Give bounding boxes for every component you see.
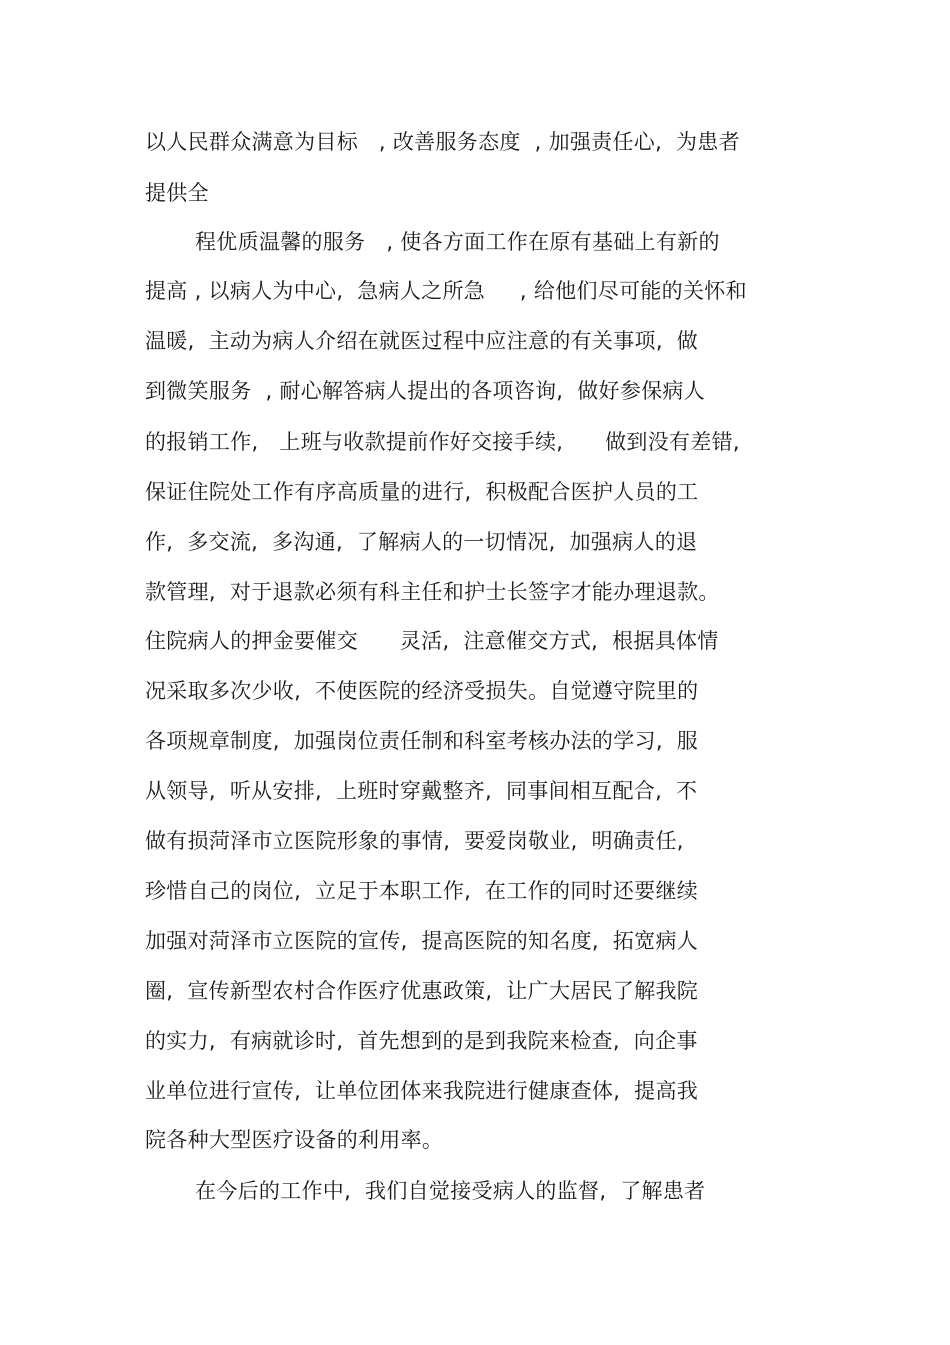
text-line: 院各种大型医疗设备的利用率。 bbox=[145, 1128, 444, 1152]
text-line: 珍惜自己的岗位, 立足于本职工作, 在工作的同时还要继续 bbox=[145, 879, 699, 903]
paragraph-start-line: 在今后的工作中, 我们自觉接受病人的监督, 了解患者 bbox=[195, 1179, 706, 1203]
text-line: 从领导, 听从安排, 上班时穿戴整齐, 同事间相互配合, 不 bbox=[145, 779, 698, 803]
text-line: 的报销工作, 上班与收款提前作好交接手续, 做到没有差错, bbox=[145, 430, 740, 454]
text-line: 提高 , 以病人为中心, 急病人之所急 , 给他们尽可能的关怀和 bbox=[145, 279, 747, 303]
text-line: 业单位进行宣传, 让单位团体来我院进行健康查体, 提高我 bbox=[145, 1079, 699, 1103]
text-line: 作, 多交流, 多沟通, 了解病人的一切情况, 加强病人的退 bbox=[145, 530, 698, 554]
text-line: 到微笑服务 , 耐心解答病人提出的各项咨询, 做好参保病人 bbox=[145, 379, 706, 403]
text-line: 温暖, 主动为病人介绍在就医过程中应注意的有关事项, 做 bbox=[145, 329, 699, 353]
text-line: 的实力, 有病就诊时, 首先想到的是到我院来检查, 向企事 bbox=[145, 1029, 698, 1053]
text-line: 加强对菏泽市立医院的宣传, 提高医院的知名度, 拓宽病人 bbox=[145, 929, 699, 953]
text-line: 住院病人的押金要催交 灵活, 注意催交方式, 根据具体情 bbox=[145, 629, 719, 653]
text-line: 款管理, 对于退款必须有科主任和护士长签字才能办理退款。 bbox=[145, 580, 720, 604]
text-line: 做有损菏泽市立医院形象的事情, 要爱岗敬业, 明确责任, bbox=[145, 829, 684, 853]
text-line: 况采取多次少收, 不使医院的经济受损失。自觉遵守院里的 bbox=[145, 679, 699, 703]
text-line: 圈, 宣传新型农村合作医疗优惠政策, 让广大居民了解我院 bbox=[145, 979, 699, 1003]
text-line: 各项规章制度, 加强岗位责任制和科室考核办法的学习, 服 bbox=[145, 729, 699, 753]
text-line: 提供全 bbox=[145, 181, 209, 205]
paragraph-start-line: 程优质温馨的服务 , 使各方面工作在原有基础上有新的 bbox=[195, 230, 720, 254]
text-line: 以人民群众满意为目标 , 改善服务态度 , 加强责任心, 为患者 bbox=[145, 130, 740, 154]
text-line: 保证住院处工作有序高质量的进行, 积极配合医护人员的工 bbox=[145, 480, 699, 504]
